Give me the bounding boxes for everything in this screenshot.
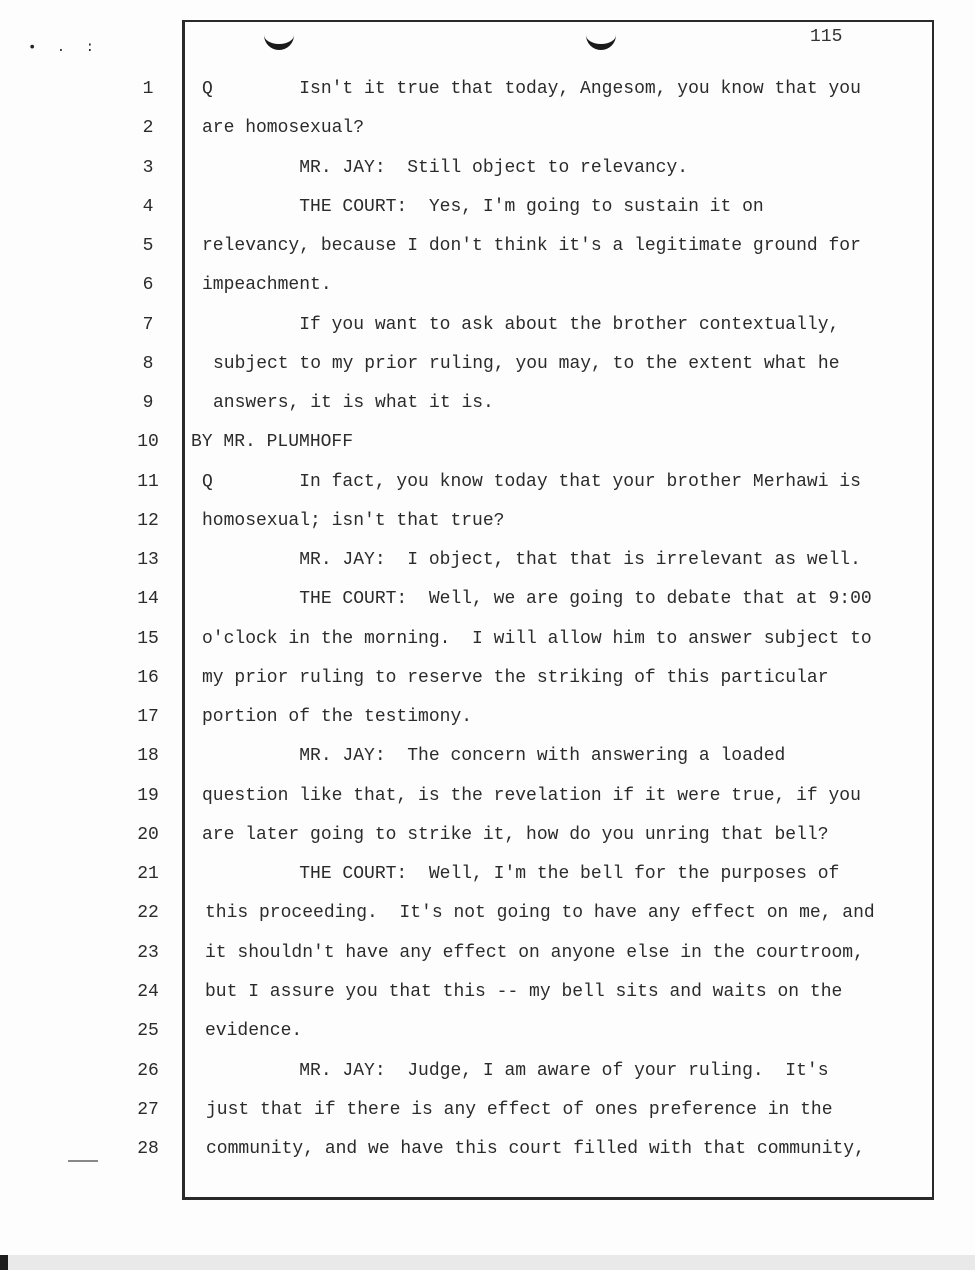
margin-mark <box>68 1160 98 1162</box>
line-number: 4 <box>142 197 154 217</box>
line-number: 22 <box>137 903 159 923</box>
line-number: 12 <box>137 511 159 531</box>
transcript-line: subject to my prior ruling, you may, to the extent what he <box>213 354 840 374</box>
line-number: 17 <box>137 707 159 727</box>
line-number: 7 <box>142 315 154 335</box>
transcript-line: but I assure you that this -- my bell sits and waits on the <box>205 982 843 1002</box>
transcript-line: question like that, is the revelation if it were true, if you <box>202 786 861 806</box>
transcript-line: impeachment. <box>202 275 332 295</box>
transcript-line: MR. JAY: I object, that that is irrelevant as well. <box>202 550 861 570</box>
transcript-line: Q In fact, you know today that your brother Merhawi is <box>202 472 861 492</box>
line-number: 13 <box>137 550 159 570</box>
line-number: 3 <box>142 158 154 178</box>
page-number: 115 <box>810 27 843 47</box>
line-number: 16 <box>137 668 159 688</box>
line-number: 5 <box>142 236 154 256</box>
transcript-line: THE COURT: Well, we are going to debate that at 9:00 <box>202 589 872 609</box>
transcript-line: my prior ruling to reserve the striking of this particular <box>202 668 829 688</box>
line-number: 28 <box>137 1139 159 1159</box>
transcript-line: homosexual; isn't that true? <box>202 511 505 531</box>
transcript-line: THE COURT: Yes, I'm going to sustain it on <box>202 197 764 217</box>
transcript-line: portion of the testimony. <box>202 707 473 727</box>
transcript-line: are later going to strike it, how do you unring that bell? <box>202 825 829 845</box>
transcript-line: evidence. <box>205 1021 303 1041</box>
line-number: 27 <box>137 1100 159 1120</box>
line-number: 6 <box>142 275 154 295</box>
transcript-line: THE COURT: Well, I'm the bell for the purposes of <box>202 864 840 884</box>
transcript-line: are homosexual? <box>202 118 365 138</box>
line-number: 8 <box>142 354 154 374</box>
line-number: 24 <box>137 982 159 1002</box>
line-number: 14 <box>137 589 159 609</box>
transcript-line: If you want to ask about the brother contextually, <box>202 315 840 335</box>
transcript-line: o'clock in the morning. I will allow him to answer subject to <box>202 629 872 649</box>
transcript-line: BY MR. PLUMHOFF <box>191 432 354 452</box>
line-number: 19 <box>137 786 159 806</box>
transcript-line: this proceeding. It's not going to have any effect on me, and <box>205 903 875 923</box>
transcript-line: relevancy, because I don't think it's a legitimate ground for <box>202 236 861 256</box>
line-number: 10 <box>137 432 159 452</box>
transcript-line: MR. JAY: Still object to relevancy. <box>202 158 689 178</box>
line-number: 2 <box>142 118 154 138</box>
line-number: 18 <box>137 746 159 766</box>
line-number: 21 <box>137 864 159 884</box>
line-number: 9 <box>142 393 154 413</box>
scan-specks: • . : <box>28 40 101 56</box>
line-number: 26 <box>137 1061 159 1081</box>
line-number: 25 <box>137 1021 159 1041</box>
line-number: 11 <box>137 472 159 492</box>
line-number: 23 <box>137 943 159 963</box>
transcript-line: answers, it is what it is. <box>213 393 494 413</box>
line-number: 20 <box>137 825 159 845</box>
line-number: 1 <box>142 79 154 99</box>
transcript-line: just that if there is any effect of ones preference in the <box>206 1100 833 1120</box>
transcript-line: community, and we have this court filled with that community, <box>206 1139 865 1159</box>
transcript-line: MR. JAY: The concern with answering a loaded <box>202 746 786 766</box>
transcript-line: MR. JAY: Judge, I am aware of your ruling. It's <box>202 1061 829 1081</box>
transcript-line: Q Isn't it true that today, Angesom, you know that you <box>202 79 861 99</box>
scan-bottom-edge <box>0 1255 975 1270</box>
line-number: 15 <box>137 629 159 649</box>
transcript-line: it shouldn't have any effect on anyone else in the courtroom, <box>205 943 864 963</box>
